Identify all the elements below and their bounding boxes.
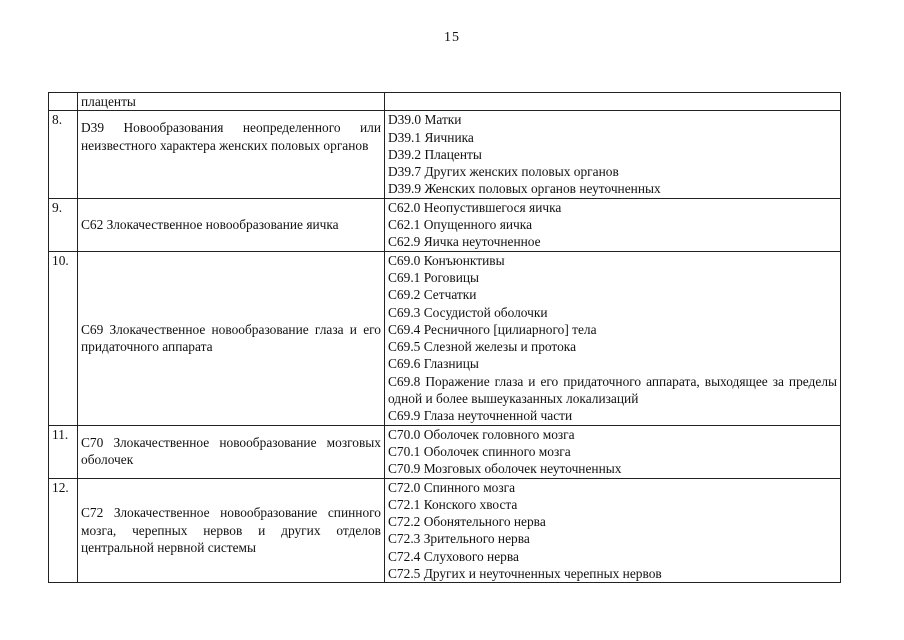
table-row — [49, 111, 841, 198]
table-row — [49, 251, 841, 425]
subcode-list — [385, 425, 841, 478]
diagnosis-name-text: D39 Новообразования неопределенного или неизвестного характера женских половых органов — [81, 120, 381, 153]
subcode-item: C70.9 Мозговых оболочек неуточненных — [388, 461, 622, 477]
subcode-item: C72.3 Зрительного нерва — [388, 531, 530, 547]
subcode-item: C62.9 Яичка неуточненное — [388, 234, 541, 250]
subcode-list — [385, 93, 841, 111]
subcode-item: C72.5 Других и неуточненных черепных нервов — [388, 566, 662, 582]
subcode-item: C72.0 Спинного мозга — [388, 479, 516, 495]
subcode-list — [385, 251, 841, 425]
subcode-item: C70.0 Оболочек головного мозга — [388, 426, 575, 442]
diagnosis-name — [78, 111, 385, 198]
subcode-item: D39.7 Других женских половых органов — [388, 164, 619, 180]
page-number: 15 — [444, 30, 460, 45]
diagnosis-name: C72 Злокачественное новообразование спинного мозга, черепных нервов и других отделов центральной нервной системы — [78, 478, 385, 583]
subcode-item: C70.1 Оболочек спинного мозга — [388, 443, 571, 459]
subcode-item: C62.1 Опущенного яичка — [388, 217, 533, 233]
diagnosis-name — [78, 425, 385, 478]
subcode-item: D39.9 Женских половых органов неуточненных — [388, 181, 661, 197]
subcode-item: C62.0 Неопустившегося яичка — [388, 199, 562, 215]
subcode-item: C69.9 Глаза неуточненной части — [388, 408, 573, 424]
diagnosis-name: C62 Злокачественное новообразование яичка — [78, 198, 385, 251]
subcode-list — [385, 111, 841, 198]
table-row — [49, 198, 841, 251]
subcode-item: C69.6 Глазницы — [388, 356, 479, 372]
subcode-item: C72.4 Слухового нерва — [388, 548, 519, 564]
subcode-item: C69.8 Поражение глаза и его придаточного аппарата, выходящее за пределы одной и более вышеуказанных локализаций — [388, 373, 837, 407]
subcode-item: C69.1 Роговицы — [388, 269, 480, 285]
row-number: 9. — [49, 198, 78, 251]
row-number: 8. — [49, 111, 78, 198]
row-number: 12. — [49, 478, 78, 583]
row-number: 11. — [49, 425, 78, 478]
table-row — [49, 478, 841, 583]
subcode-item: C69.2 Сетчатки — [388, 287, 477, 303]
subcode-item: C69.4 Ресничного [цилиарного] тела — [388, 321, 597, 337]
subcode-item: D39.1 Яичника — [388, 129, 474, 145]
subcode-list — [385, 198, 841, 251]
diagnosis-name: плаценты — [78, 93, 385, 111]
subcode-item: C72.2 Обонятельного нерва — [388, 514, 546, 530]
diagnosis-code-table — [48, 92, 841, 583]
row-number: 10. — [49, 251, 78, 425]
row-number — [49, 93, 78, 111]
diagnosis-name: C69 Злокачественное новообразование глаза и его придаточного аппарата — [78, 251, 385, 425]
subcode-item: C72.1 Конского хвоста — [388, 496, 518, 512]
subcode-item: C69.0 Конъюнктивы — [388, 252, 505, 268]
subcode-item: D39.0 Матки — [388, 112, 462, 128]
subcode-item: C69.5 Слезной железы и протока — [388, 339, 577, 355]
diagnosis-name-text: C70 Злокачественное новообразование мозговых оболочек — [81, 434, 381, 467]
table-row — [49, 93, 841, 111]
subcode-item: C69.3 Сосудистой оболочки — [388, 304, 548, 320]
subcode-list — [385, 478, 841, 583]
subcode-item: D39.2 Плаценты — [388, 146, 482, 162]
table-row — [49, 425, 841, 478]
